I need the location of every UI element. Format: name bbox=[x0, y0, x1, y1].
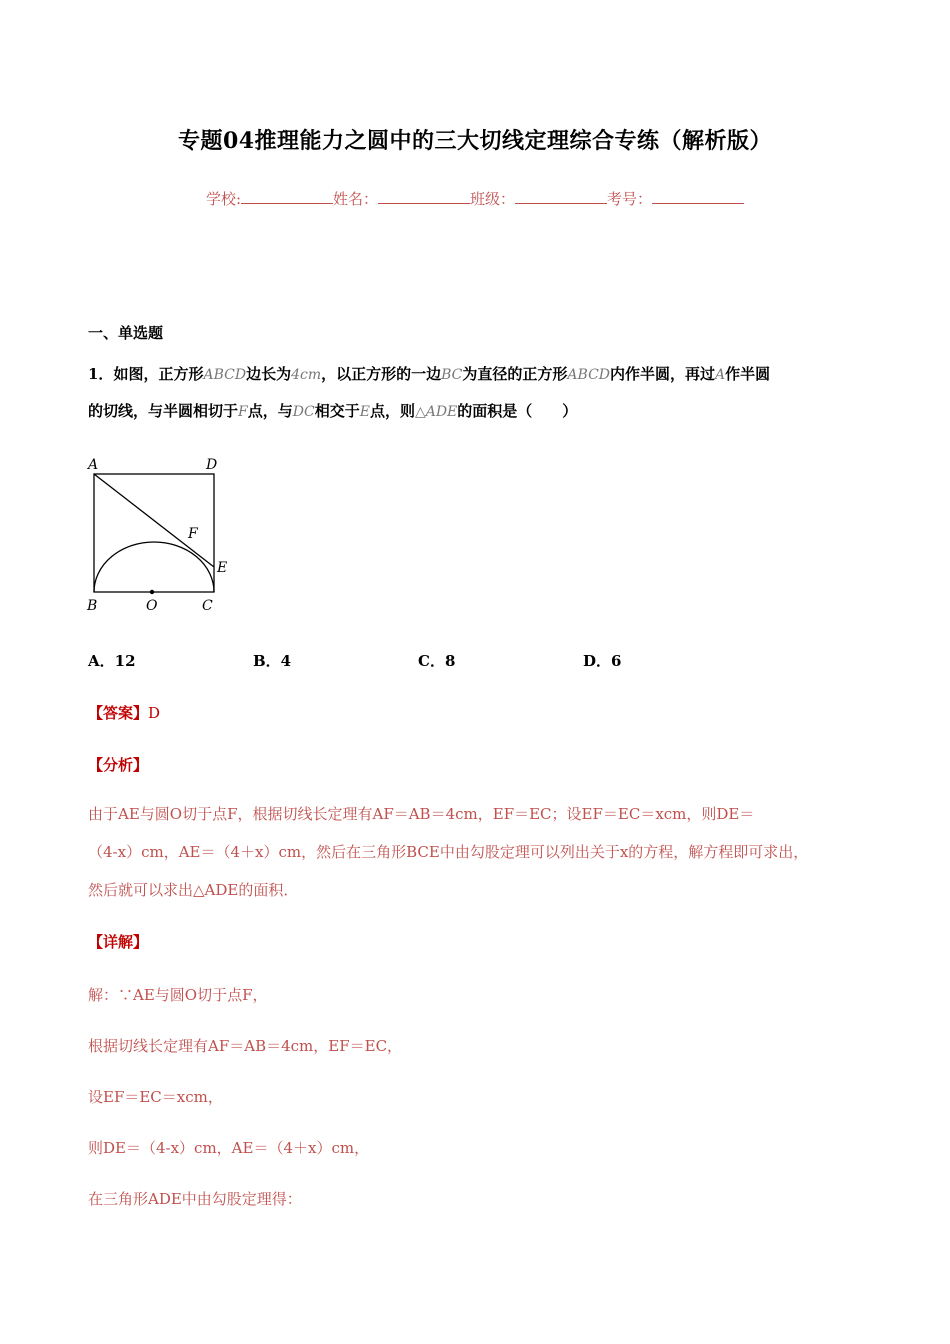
label-f: F bbox=[188, 526, 198, 542]
option-d[interactable]: D．6 bbox=[583, 652, 622, 670]
semicircle bbox=[94, 542, 214, 592]
q-text: 如图，正方形 bbox=[113, 365, 204, 383]
class-label: 班级： bbox=[470, 190, 516, 208]
detail-line: 则DE＝（4-x）cm，AE＝（4＋x）cm， bbox=[88, 1139, 370, 1157]
student-info-line bbox=[0, 188, 950, 209]
detail-text bbox=[88, 970, 888, 1225]
q-math: A bbox=[715, 367, 726, 383]
q-text: 作半圆 bbox=[725, 365, 771, 383]
q-math: DC bbox=[292, 404, 315, 420]
class-blank[interactable] bbox=[515, 189, 607, 204]
page-title: 专题04推理能力之圆中的三大切线定理综合专练（解析版） bbox=[177, 128, 773, 154]
detail-label: 【详解】 bbox=[88, 933, 149, 951]
analysis-text bbox=[88, 795, 888, 909]
q-math: BC bbox=[441, 367, 463, 383]
section-heading: 一、单选题 bbox=[88, 324, 164, 342]
option-b[interactable]: B．4 bbox=[253, 652, 292, 670]
q-text: 的面积是（ ） bbox=[457, 402, 578, 420]
name-blank[interactable] bbox=[378, 189, 470, 204]
q-text: 为直径的正方形 bbox=[462, 365, 568, 383]
q-math: △ADE bbox=[414, 404, 458, 420]
q-text: 点，与 bbox=[247, 402, 293, 420]
label-o: O bbox=[146, 598, 158, 614]
name-label: 姓名： bbox=[333, 190, 379, 208]
exam-no-blank[interactable] bbox=[652, 189, 744, 204]
label-e: E bbox=[217, 560, 228, 576]
label-c: C bbox=[202, 598, 213, 614]
tangent-line-ae bbox=[94, 474, 214, 567]
detail-line: 解：∵AE与圆O切于点F， bbox=[88, 986, 268, 1004]
answer-value: D bbox=[148, 704, 161, 722]
answer-label: 【答案】 bbox=[88, 704, 149, 722]
question-number: 1． bbox=[88, 365, 114, 383]
q-math: F bbox=[238, 404, 248, 420]
detail-line: 根据切线长定理有AF＝AB＝4cm，EF＝EC， bbox=[88, 1037, 403, 1055]
answer-section bbox=[88, 702, 160, 723]
center-point-o bbox=[150, 590, 154, 594]
option-c[interactable]: C．8 bbox=[418, 652, 456, 670]
label-b: B bbox=[87, 598, 98, 614]
q-text: 的切线，与半圆相切于 bbox=[88, 402, 239, 420]
q-text: 边长为 bbox=[246, 365, 292, 383]
q-text: 点，则 bbox=[369, 402, 415, 420]
label-a: A bbox=[88, 457, 99, 473]
q-math: ABCD bbox=[203, 367, 247, 383]
question-text bbox=[88, 356, 878, 430]
q-text: ，以正方形的一边 bbox=[321, 365, 442, 383]
geometry-figure bbox=[82, 452, 242, 622]
option-a[interactable]: A．12 bbox=[88, 652, 136, 670]
detail-line: 在三角形ADE中由勾股定理得： bbox=[88, 1190, 302, 1208]
analysis-line: 然后就可以求出△ADE的面积． bbox=[88, 881, 299, 899]
school-label: 学校: bbox=[205, 190, 241, 208]
analysis-label: 【分析】 bbox=[88, 756, 149, 774]
detail-line: 设EF＝EC＝xcm， bbox=[88, 1088, 223, 1106]
q-text: 相交于 bbox=[314, 402, 360, 420]
label-d: D bbox=[206, 457, 218, 473]
q-text: 内作半圆，再过 bbox=[610, 365, 716, 383]
school-blank[interactable] bbox=[241, 189, 333, 204]
q-math: 4cm bbox=[291, 367, 322, 383]
analysis-line: 由于AE与圆O切于点F，根据切线长定理有AF＝AB＝4cm，EF＝EC；设EF＝EC＝xcm，则DE＝ bbox=[88, 805, 755, 823]
exam-no-label: 考号： bbox=[607, 190, 653, 208]
analysis-line: （4-x）cm，AE＝（4＋x）cm，然后在三角形BCE中由勾股定理可以列出关于x的方程，解方程即可求出， bbox=[88, 843, 809, 861]
q-math: ABCD bbox=[567, 367, 611, 383]
q-math: E bbox=[359, 404, 370, 420]
